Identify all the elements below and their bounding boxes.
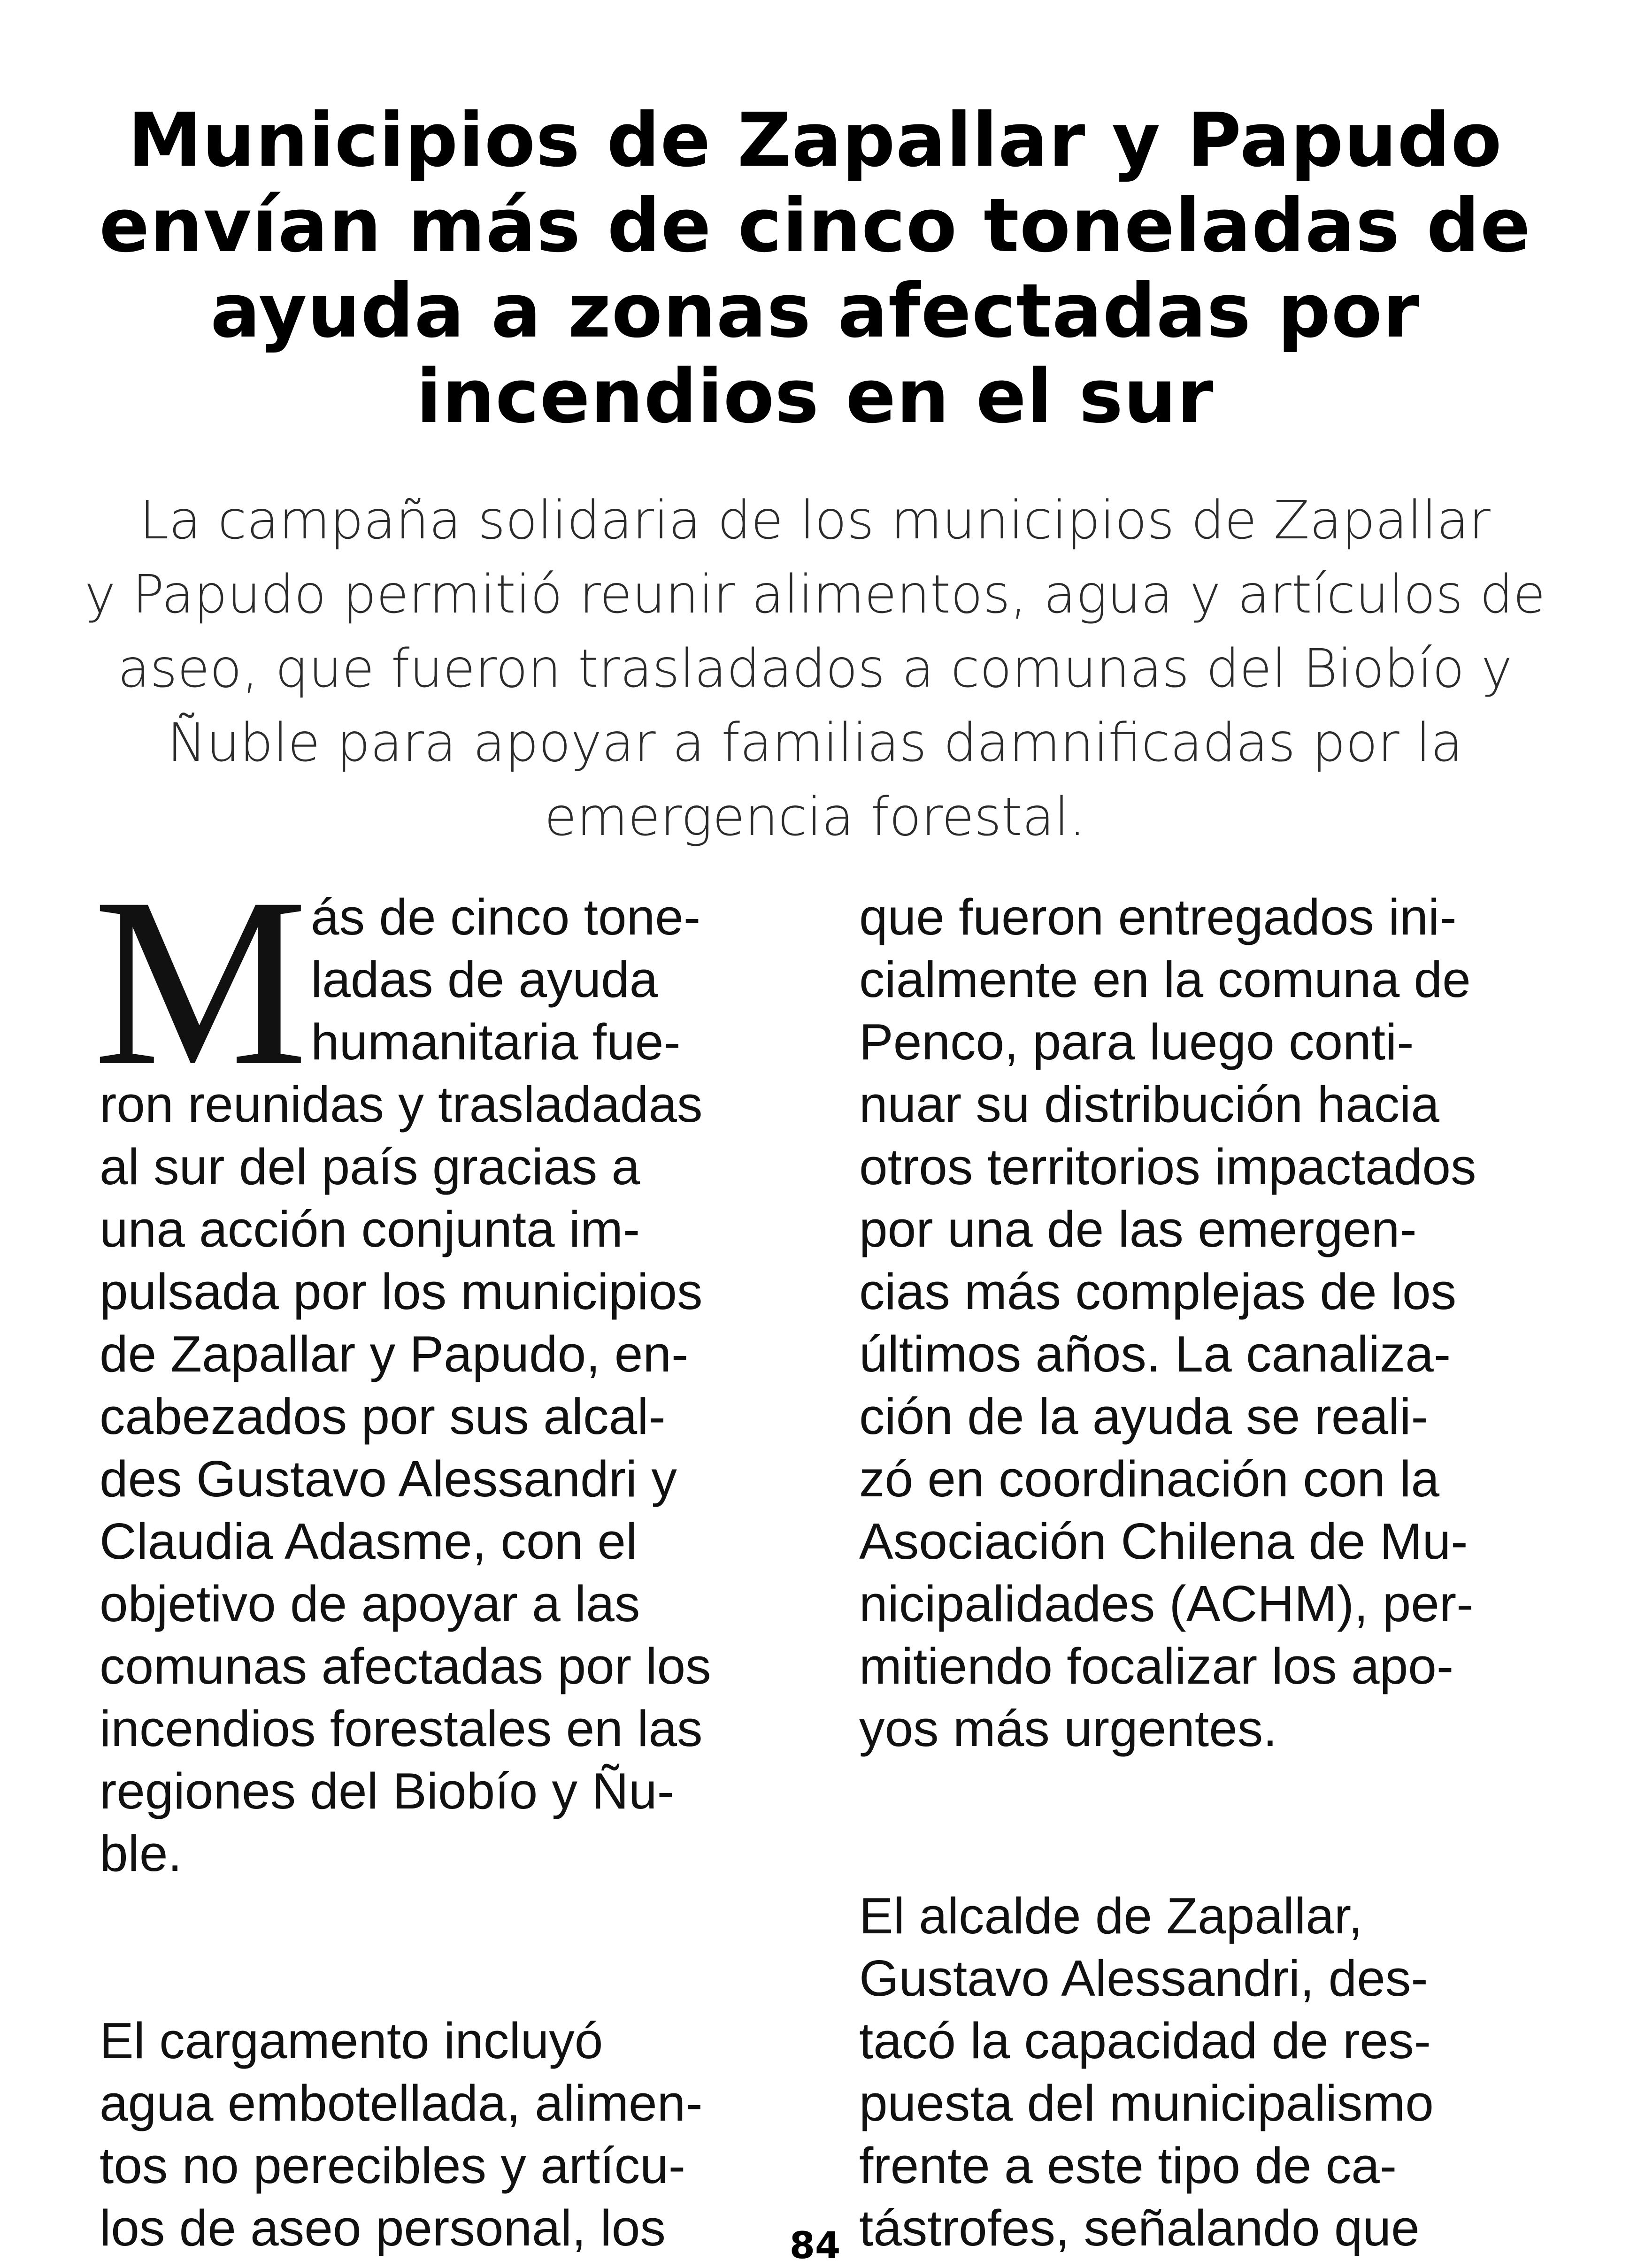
body-line: El alcalde de Zapallar, — [859, 1887, 1363, 1945]
body-line: Penco, para luego conti- — [859, 1013, 1414, 1071]
body-line: tástrofes, señalando que — [859, 2199, 1420, 2257]
paragraph-gap — [859, 1760, 1540, 1885]
body-line: objetivo de apoyar a las — [100, 1575, 640, 1632]
headline-line: ayuda a zonas afectadas por — [210, 268, 1420, 354]
body-line: Asociación Chilena de Mu- — [859, 1513, 1468, 1570]
body-line: por una de las emergen- — [859, 1201, 1417, 1258]
body-line: que fueron entregados ini- — [859, 889, 1457, 946]
drop-cap: M — [93, 848, 308, 1116]
body-line: El cargamento incluyó — [100, 2012, 603, 2069]
body-column-left — [93, 848, 776, 2260]
body-line: cabezados por sus alcal- — [100, 1388, 666, 1445]
standfirst-line: aseo, que fueron trasladados a comunas del Biobío y — [117, 638, 1513, 699]
body-line: al sur del país gracias a — [100, 1138, 640, 1195]
standfirst-line: y Papudo permitió reunir alimentos, agua y artículos de — [85, 564, 1545, 625]
body-paragraph — [93, 848, 776, 1885]
body-line: tos no perecibles y artícu- — [100, 2137, 686, 2194]
body-line: Claudia Adasme, con el — [100, 1513, 638, 1570]
paragraph-gap — [100, 1885, 776, 2010]
body-line: humanitaria fue- — [311, 1013, 681, 1071]
body-line: otros territorios impactados — [859, 1138, 1476, 1195]
body-line: una acción conjunta im- — [100, 1201, 640, 1258]
body-line: cias más complejas de los — [859, 1263, 1457, 1320]
body-line: mitiendo focalizar los apo- — [859, 1638, 1454, 1695]
standfirst-line: emergencia forestal. — [544, 787, 1086, 848]
body-line: ás de cinco tone- — [311, 889, 701, 946]
body-line: ladas de ayuda — [311, 951, 658, 1008]
headline-line: Municipios de Zapallar y Papudo — [128, 97, 1502, 184]
body-line: yos más urgentes. — [859, 1700, 1277, 1757]
body-line: de Zapallar y Papudo, en- — [100, 1326, 689, 1383]
body-paragraph — [100, 2010, 776, 2260]
body-line: frente a este tipo de ca- — [859, 2137, 1397, 2194]
body-line: agua embotellada, alimen- — [100, 2075, 703, 2132]
body-line: des Gustavo Alessandri y — [100, 1450, 677, 1508]
body-paragraph — [859, 886, 1540, 1760]
body-line: ron reunidas y trasladadas — [100, 1076, 703, 1133]
body-line: nuar su distribución hacia — [859, 1076, 1440, 1133]
body-line: comunas afectadas por los — [100, 1638, 711, 1695]
page-number: 84 — [789, 2225, 841, 2267]
standfirst-line: Ñuble para apoyar a familias damnificadas por la — [167, 713, 1463, 774]
standfirst — [70, 483, 1560, 854]
headline-line: incendios en el sur — [416, 353, 1214, 440]
body-line: últimos años. La canaliza- — [859, 1326, 1451, 1383]
body-line: puesta del municipalismo — [859, 2075, 1434, 2132]
headline — [56, 98, 1574, 439]
body-line: ble. — [100, 1825, 182, 1882]
headline-line: envían más de cinco toneladas de — [99, 183, 1531, 269]
body-line: los de aseo personal, los — [100, 2199, 666, 2257]
standfirst-line: La campaña solidaria de los municipios de Zapallar — [139, 490, 1491, 551]
body-line: ción de la ayuda se reali- — [859, 1388, 1428, 1445]
body-line: incendios forestales en las — [100, 1700, 703, 1757]
body-line: pulsada por los municipios — [100, 1263, 703, 1320]
body-line: tacó la capacidad de res- — [859, 2012, 1431, 2069]
body-line: regiones del Biobío y Ñu- — [100, 1762, 674, 1820]
body-line: Gustavo Alessandri, des- — [859, 1950, 1428, 2007]
body-line: cialmente en la comuna de — [859, 951, 1471, 1008]
body-paragraph — [859, 1885, 1540, 2260]
body-line: nicipalidades (ACHM), per- — [859, 1575, 1474, 1632]
body-line: zó en coordinación con la — [859, 1450, 1440, 1508]
body-column-right — [859, 886, 1540, 2260]
